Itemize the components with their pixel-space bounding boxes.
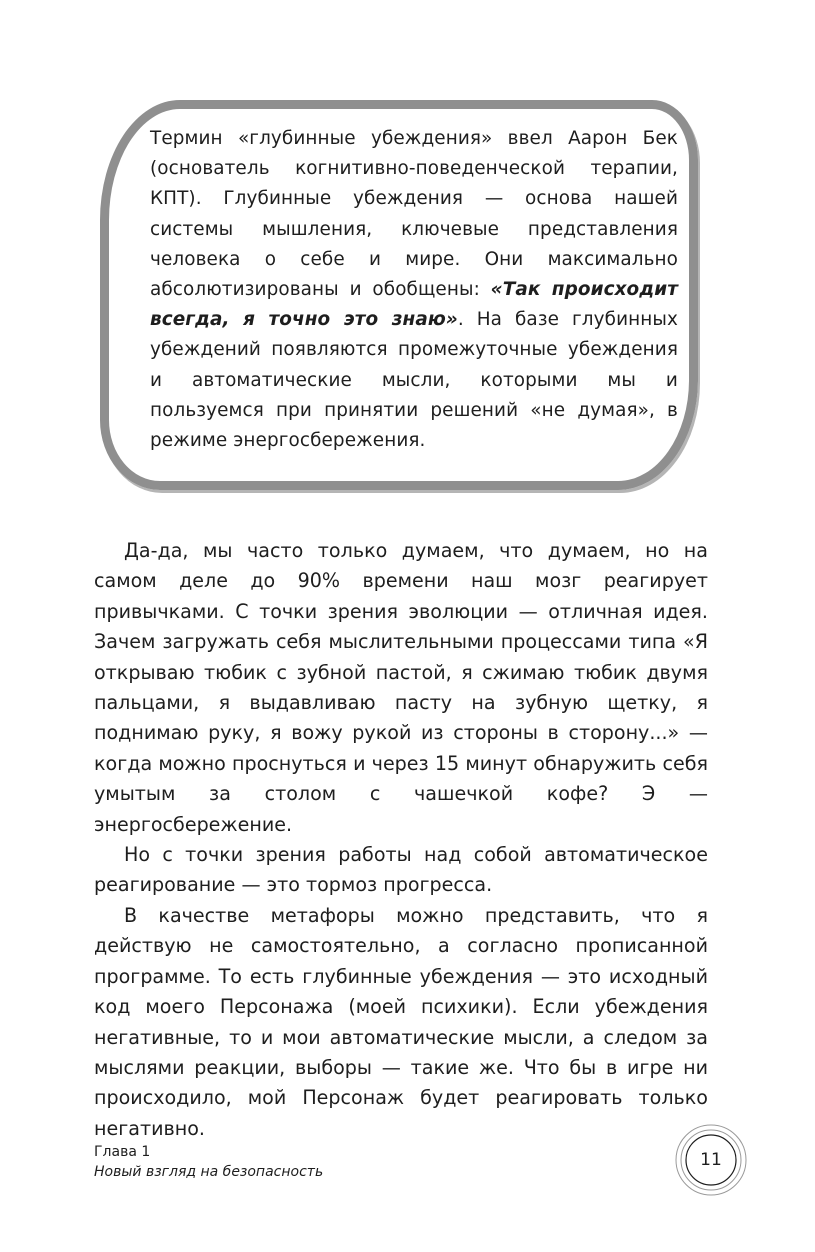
footer-chapter: Глава 1 — [94, 1144, 151, 1160]
paragraph: В качестве метафоры можно представить, что я действую не самостоятельно, а согласно прописанной программе. То есть глубинные убеждения — это исходный код моего Персонажа (моей психики). Если убеждения негативные, то и мои автоматические мысли, а следом за мыслями реакции, выборы — такие же. Что бы в игре ни происходило, мой Персонаж будет реагировать только негативно. — [94, 903, 708, 1140]
body-text — [94, 536, 708, 1144]
footer-subtitle: Новый взгляд на безопасность — [94, 1164, 324, 1180]
callout-text — [150, 124, 678, 456]
callout-text-start: Термин «глубинные убеждения» ввел Аарон Бек (основатель когнитивно-поведенческой терапии, КПТ). Глубинные убеждения — основа нашей системы мышления, ключевые представления человека о себе и мире. Они максимально абсолютизированы и обобщены: — [150, 128, 678, 301]
paragraph: Да-да, мы часто только думаем, что думаем, но на самом деле до 90% времени наш мозг реагирует привычками. С точки зрения эволюции — отличная идея. Зачем загружать себя мыслительными процессами типа «Я открываю тюбик с зубной пастой, я сжимаю тюбик двумя пальцами, я выдавливаю пасту на зубную щетку, я поднимаю руку, я вожу рукой из стороны в сторону...» — когда можно проснуться и через 15 минут обнаружить себя умытым за столом с чашечкой кофе? Э — энергосбережение. — [94, 539, 708, 836]
page-number: 11 — [700, 1150, 722, 1170]
paragraph: Но с точки зрения работы над собой автоматическое реагирование — это тормоз прогресса. — [94, 843, 708, 897]
callout-text-end: . На базе глубинных убеждений появляются промежуточные убеждения и автоматические мысли, которыми мы и пользуемся при принятии решений «не думая», в режиме энергосбережения. — [150, 309, 678, 452]
callout-quote: «Так происходит всегда, я точно это знаю» — [150, 279, 678, 331]
